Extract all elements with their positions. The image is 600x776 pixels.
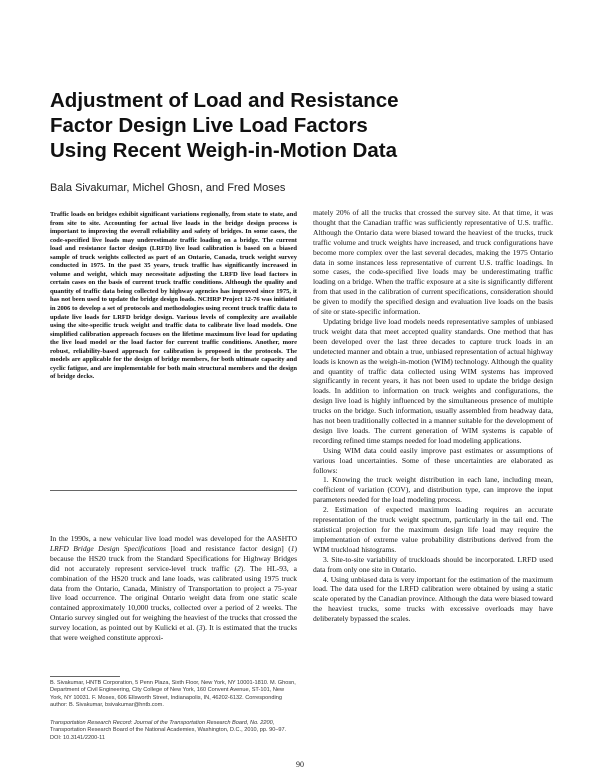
title-line: Factor Design Live Load Factors: [50, 114, 368, 137]
intro-text: ). The HL-93, a combination of the HS20 truck and lane loads, was calibrated using 1975 truck data from the Ontario, Canada, Ministry of Transportation to project a 75-year live load occurrence. The original Ontario weight data from one static scale contained approximately 10,000 trucks, collected over a period of 2 weeks. The Ontario survey singled out for weighing the heaviest of the trucks that crossed the survey location, as pointed out by Kulicki et al. (: [50, 563, 297, 633]
citation-ref: 3: [198, 623, 203, 633]
body-paragraph: mately 20% of all the trucks that crossed the survey site. At that time, it was thought that the Canadian traffic was sufficiently representative of U.S. traffic. Although the Ontario data were biased toward the heaviest of the trucks, truck traffic volume and truck weights have increased, and truck configurations have become more complex over the last several decades, making the 1975 Ontario data in some instances less representative of current U.S. traffic loadings. In some cases, the code-specified live loads may be underestimating traffic loading on a bridge. When the traffic exposure at a site is significantly different from that used in the calibration of current specifications, consideration should be given to modify the specified design and evaluation live loads on the basis of site or state-specific information.: [313, 208, 553, 317]
doi: DOI: 10.3141/2200-11: [50, 734, 105, 741]
author-affiliations: B. Sivakumar, HNTB Corporation, 5 Penn Plaza, Sixth Floor, New York, NY 10001-1810. M. Ghosn, Department of Civil Engineering, City College of New York, 160 Convent Avenue, ST-101, New York, NY 10031. F. Moses, 606 Ellsworth Street, Indianapolis, IN, 46202-6132. Corresponding author: B. Sivakumar, bsivakumar@hntb.com.: [50, 680, 296, 708]
body-paragraph: Updating bridge live load models needs representative samples of unbiased truck weight data that meet accepted quality standards. One method that has been developed over the last three decades to capture truck loads in an undetected manner and obtain a true, unbiased representation of actual highway loads is known as the weigh-in-motion (WIM) technology. Although the quality and quantity of traffic data collected using WIM systems has improved significantly in recent years, it has not been used to update the bridge design loads. In addition to information on truck weights and configurations, the design live load is highly influenced by the simultaneous presence of multiple trucks on the bridge. Such information, usually assembled from headway data, has not been traditionally collected in a manner suitable for the development of design live loads. The current generation of WIM systems is capable of recording refined time stamps needed for load modeling applications.: [313, 316, 553, 445]
right-column: [313, 208, 553, 624]
intro-text: ) because the HS20 truck from the Standard Specifications for Highway Bridges did not accurately represent service-level truck traffic (: [50, 543, 298, 573]
abstract-divider: [50, 490, 297, 491]
intro-spec-title: LRFD Bridge Design Specifications: [50, 543, 166, 553]
authors: Bala Sivakumar, Michel Ghosn, and Fred Moses: [50, 182, 286, 194]
list-item: 4. Using unbiased data is very important for the estimation of the maximum load. The data used for the LRFD calibration were obtained by using a static scale operated by the Canadian province. Although the data were biased toward the heaviest trucks, some trucks with excessive overloads may have deliberately bypassed the scales.: [313, 574, 553, 624]
title-line: Adjustment of Load and Resistance: [50, 89, 399, 112]
abstract: Traffic loads on bridges exhibit significant variations regionally, from state to state, and from site to site. Accounting for actual live loads in the bridge design process is important to improving the overall reliability and safety of bridges. In some cases, the code-specified live loads may underestimate traffic loading on a bridge. The current load and resistance factor design (LRFD) live load calibration is based on a biased sample of truck weights collected as part of an Ontario, Canada, truck weight survey conducted in 1975. In the past 35 years, truck traffic has significantly increased in volume and weight, which may necessitate adjusting the LRFD live load factors in certain cases on the basis of current truck traffic conditions. Although the quality and quantity of traffic data being collected by highway agencies has improved since 1975, it has not been used to update the bridge design loads. NCHRP Project 12-76 was initiated in 2006 to develop a set of protocols and methodologies using recent truck traffic data to update live loads for LRFD bridge design. Various levels of complexity are available using the site-specific truck weight and traffic data to calibrate live load models. One simplified calibration approach focuses on the lifetime maximum live load for updating the live load model or the load factor for current traffic conditions. Another, more robust, reliability-based approach for calibration is proposed in the protocols. The models are applicable for the design of bridge members, for both ultimate capacity and cyclic fatigue, and are implementable for both main structural members and the design of bridge decks.: [50, 211, 297, 381]
journal-citation: [50, 720, 297, 742]
intro-text: [load and resistance factor design] (: [165, 543, 291, 553]
citation-ref: 1: [290, 543, 295, 553]
body-paragraph: Using WIM data could easily improve past estimates or assumptions of various load uncertainties. Some of these uncertainties are elaborated as follows:: [313, 445, 553, 475]
journal-details: Transportation Research Board of the National Academies, Washington, D.C., 2010, pp. 90–97.: [50, 727, 287, 734]
intro-paragraph: [50, 534, 297, 643]
list-item: 3. Site-to-site variability of truckloads should be incorporated. LRFD used data from only one site in Ontario.: [313, 554, 553, 574]
page-number: 90: [296, 760, 304, 769]
list-item: 2. Estimation of expected maximum loading requires an accurate representation of the truck weight spectrum, particularly in the tail end. The statistical projection for the maximum design life load may require the implementation of extreme value probability distributions derived from the WIM truckload histograms.: [313, 505, 553, 554]
journal-name: Transportation Research Record: Journal of the Transportation Research Board, No. 2200,: [50, 720, 275, 726]
article-title: [50, 88, 510, 163]
title-line: Using Recent Weigh-in-Motion Data: [50, 139, 397, 162]
list-item: 1. Knowing the truck weight distribution in each lane, including mean, coefficient of variation (COV), and distribution type, can improve the input parameters needed for the load modeling process.: [313, 475, 553, 505]
intro-text: ). It is estimated that the trucks that were weighed constitute approxi-: [50, 623, 297, 643]
citation-ref: 2: [237, 563, 241, 573]
footnote-divider: [50, 676, 120, 677]
intro-text: In the 1990s, a new vehicular live load model was developed for the AASHTO: [50, 534, 297, 543]
